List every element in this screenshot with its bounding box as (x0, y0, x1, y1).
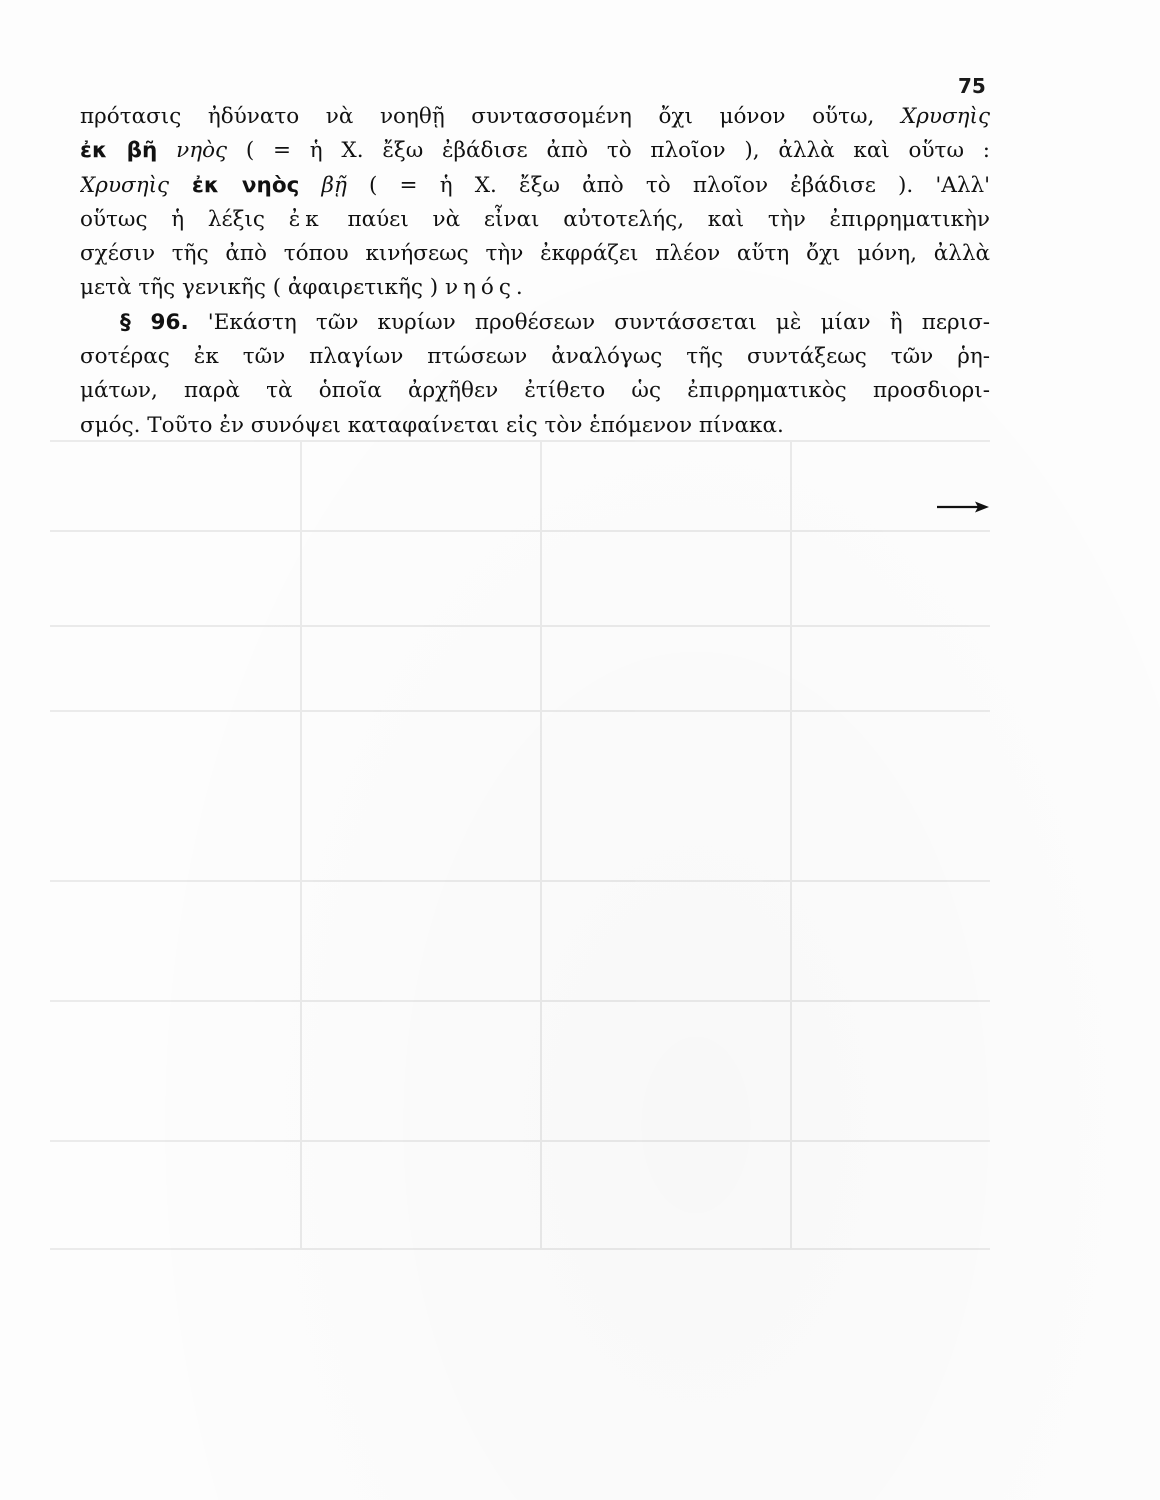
reverse-side-show-through (50, 440, 990, 1250)
paragraph-1-line-2 (80, 134, 990, 168)
italic-word: νηὸς (157, 138, 228, 164)
italic-word: βῇ (299, 172, 347, 198)
text-run: ( = ἡ Χ. ἔξω ἐβάδισε ἀπὸ τὸ πλοῖον ), ἀλλὰ καὶ οὕτω : (227, 138, 990, 164)
text-run: πρότασις ἠδύνατο νὰ νοηθῇ συντασσομένη ὄχι μόνον οὕτω, (80, 104, 901, 129)
paragraph-2-line-2: σοτέρας ἐκ τῶν πλαγίων πτώσεων ἀναλόγως τῆς συντάξεως τῶν ῥη- (80, 344, 990, 370)
paragraph-2-line-4: σμός. Τοῦτο ἐν συνόψει καταφαίνεται εἰς τὸν ἑπόμενον πίνακα. (80, 412, 784, 438)
italic-word: Χρυσηὶς (80, 172, 170, 198)
bold-phrase: ἐκ βῆ (80, 138, 158, 164)
text-run: μετὰ τῆς γενικῆς ( ἀφαιρετικῆς ) (80, 275, 445, 301)
paragraph-1-line-6 (80, 271, 990, 305)
text-run: 'Εκάστη τῶν κυρίων προθέσεων συντάσσεται μὲ μίαν ἢ περισ- (188, 309, 990, 335)
paragraph-2-line-3: μάτων, παρὰ τὰ ὁποῖα ἀρχῆθεν ἐτίθετο ὡς ἐπιρρηματικὸς προσδιορι- (80, 378, 990, 404)
text-run: ( = ἡ Χ. ἔξω ἀπὸ τὸ πλοῖον ἐβάδισε ). 'Αλλ' (346, 172, 990, 198)
body-text (80, 100, 990, 443)
paragraph-1-line-4 (80, 203, 990, 237)
paragraph-2-line-1 (80, 306, 990, 340)
section-number: § 96. (120, 309, 189, 335)
paragraph-1-line-5: σχέσιν τῆς ἀπὸ τόπου κινήσεως τὴν ἐκφράζει πλέον αὕτη ὄχι μόνη, ἀλλὰ (80, 241, 990, 267)
spaced-word: ἐκ (288, 206, 324, 232)
text-run: παύει νὰ εἶναι αὐτοτελής, καὶ τὴν ἐπιρρηματικὴν (323, 206, 990, 232)
page-number: 75 (958, 74, 986, 98)
paragraph-1-line-1 (80, 100, 990, 134)
right-arrow-icon (937, 497, 989, 517)
paragraph-1-line-3 (80, 169, 990, 203)
italic-word: Χρυσηὶς (900, 104, 990, 129)
text-run: οὕτως ἡ λέξις (80, 206, 289, 232)
bold-phrase: ἐκ νηὸς (169, 172, 300, 198)
spaced-word: νηός. (444, 275, 528, 301)
